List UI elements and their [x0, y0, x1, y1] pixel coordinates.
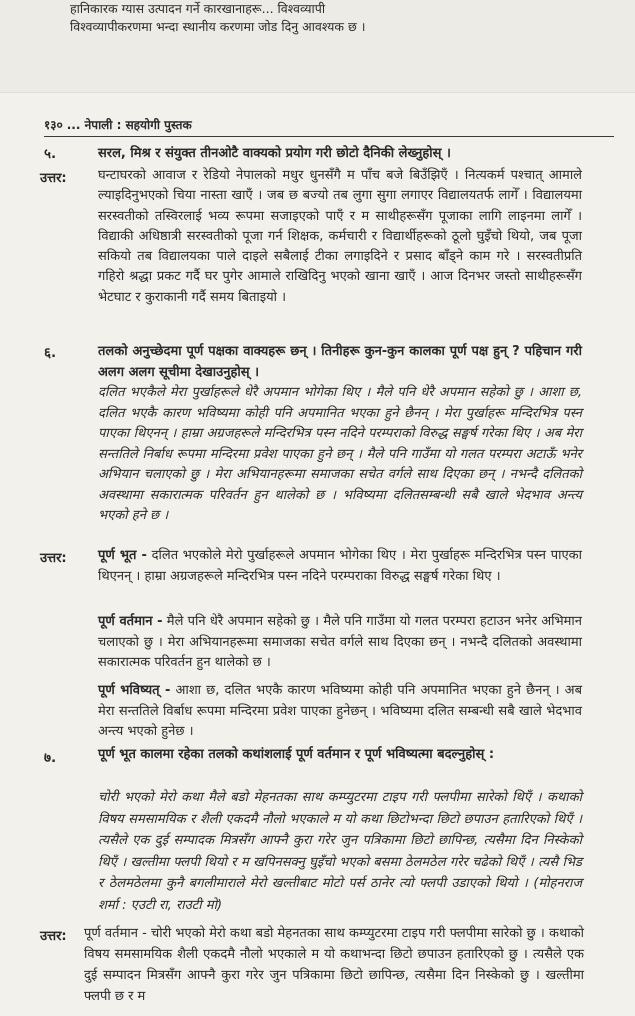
question-6-text: तलको अनुच्छेदमा पूर्ण पक्षका वाक्यहरू छन् । तिनीहरू कुन-कुन कालका पूर्ण पक्ष हुन् ? पहिचान गरी अलग अलग सूचीमा देखाउनुहोस् । [98, 344, 582, 380]
page-header [44, 116, 614, 137]
previous-page-strip [0, 0, 635, 93]
question-5-answer-label: उत्तर: [40, 171, 67, 186]
q7-answer-text: चोरी भएको मेरो कथा बडो मेहनतका साथ कम्प्युटरमा टाइप गरी फ्लपीमा सारेको छु । कथाको विषय समसामयिक शैली एकदमै नौलो भएकाले म यो कथाभन्दा छिटो छपाउन हतारिएको छु । त्यसैले एक दुई सम्पादन मित्रसँग आफ्नै कुरा गरेर जुन पत्रिकामा छिटो छापिन्छ, त्यसैमा दिन निस्केको छु । खल्तीमा फ्लपी छ र म [84, 926, 584, 1004]
question-6-number: ६. [44, 345, 57, 361]
answer-present-perfect [98, 612, 582, 674]
present-perfect-label: पूर्ण वर्तमान - [98, 614, 163, 629]
question-7-passage: चोरी भएको मेरो कथा मैले बडो मेहनतका साथ कम्प्युटरमा टाइप गरी फ्लपीमा सारेको थिएँ । कथाको विषय समसामयिक र शैली एकदमै नौलो भएकाले म यो कथा छिटोभन्दा छिटो छपाउन हतारिएको थिएँ । त्यसैले एक दुई सम्पादक मित्रसँग आफ्नै कुरा गरेर जुन पत्रिकामा छिटो छापिन्छ, त्यसैमा दिन निस्केको थिएँ । खल्तीमा फ्लपी थियो र म खपिनसक्नु घुइँचो भएको बसमा ठेलमठेल गरेर चढेको थिएँ । त्यसै भिड र ठेलमठेलमा कुनै बगलीमाराले मेरो खल्तीबाट मोटो पर्स ठानेर त्यो फ्लपी उडाएको थियो । (मोहनराज शर्मा : एउटी रा, राउटी मो) [98, 790, 582, 913]
present-perfect-text: मैले पनि धेरै अपमान सहेको छु । मैले पनि गाउँमा यो गलत परम्परा हटाउन भनेर अभिमान चलाएको छु । मेरा अभियानहरूमा समाजका सचेत वर्गले साथ दिएका छन् । नभन्दै दलितको अवस्थामा सकारात्मक परिवर्तन हुन थालेको छ । [98, 614, 582, 670]
book-title: ... नेपाली : सहयोगी पुस्तक [66, 118, 192, 132]
answer-future-perfect [98, 681, 582, 743]
future-perfect-label: पूर्ण भविष्यत् - [98, 683, 171, 698]
question-7-text: पूर्ण भूत कालमा रहेका तलको कथांशलाई पूर्ण वर्तमान र पूर्ण भविष्यत्मा बदल्नुहोस् : [98, 747, 495, 762]
answer-past-perfect [98, 546, 582, 587]
question-6-passage: दलित भएकैले मेरा पुर्खाहरूले धेरै अपमान भोगेका थिए । मैले पनि धेरै अपमान सहेको छु । आशा छ, दलित भएकै कारण भविष्यमा कोही पनि अपमानित भएका हुने छैनन् । मेरा पुर्खाहरू मन्दिरभित्र पस्न पाएका थिएनन् । हाम्रा अग्रजहरूले मन्दिरभित्र पस्न नदिने परम्पराको विरुद्ध सङ्घर्ष गरेका थिए । अब मेरा सन्ततिले निर्बाध रूपमा मन्दिरमा प्रवेश पाएका हुने छन् । मैले पनि गाउँमा यो गलत परम्परा अटाऊँ भनेर अभियान चलाएको छु । मेरा अभियानहरूमा समाजका सचेत वर्गले साथ दिएका छन् । नभन्दै दलितको अवस्थामा सकारात्मक परिवर्तन हुन थालेको छ । भविष्यमा दलितसम्बन्धी सबै खाले भेदभाव अन्त्य भएको हने छ । [98, 385, 582, 523]
past-perfect-text: दलित भएकोले मेरो पुर्खाहरूले अपमान भोगेका थिए । मेरा पुर्खाहरू मन्दिरभित्र पस्न पाएका थिएनन् । हाम्रा अग्रजहरूले मन्दिरभित्र पस्न नदिने परम्पराका विरुद्ध सङ्घर्ष गरेका थिए । [98, 548, 582, 584]
question-7-answer-label: उत्तर: [40, 929, 67, 944]
question-5-text: सरल, मिश्र र संयुक्त तीनओटै वाक्यको प्रयोग गरी छोटो दैनिकी लेख्नुहोस् । [98, 146, 451, 161]
question-5-number: ५. [44, 146, 57, 162]
page-number: १३० [44, 118, 63, 132]
question-7-number: ७. [44, 750, 57, 766]
question-7-answer [84, 923, 584, 1007]
question-6-answer-label: उत्तर: [40, 551, 67, 566]
past-perfect-label: पूर्ण भूत - [98, 548, 147, 563]
question-5-answer: घन्टाघरको आवाज र रेडियो नेपालको मधुर धुनसँगै म पाँच बजे बिउँझिएँ । नित्यकर्म पश्चात् आमाले ल्याइदिनुभएको चिया नास्ता खाएँ । जब छ बज्यो तब लुगा सुगा लगाएर विद्यालयतर्फ लागेँ । विद्यालयमा सरस्वतीको तस्विरलाई भव्य रूपमा सजाइएको पाएँ र म साथीहरूसँग पूजाका लागि लाइनमा लागेँ । विद्याकी अधिष्ठात्री सरस्वतीको पूजा गर्न शिक्षक, कर्मचारी र विद्यार्थीहरूको ठूलो घुइँचो थियो, जब पूजा सकियो तब विद्यालयका पाले दाइले सबैलाई टीका लगाइदिने र प्रसाद बाँड्ने काम गरे । सरस्वतीप्रति गहिरो श्रद्धा प्रकट गर्दै घर पुगेर आमाले राखिदिनु भएको खाना खाएँ । आज दिनभर जस्तो साथीहरूसँग भेटघाट र कुराकानी गर्दै समय बिताइयो । [98, 168, 582, 305]
q7-answer-tense-label: पूर्ण वर्तमान - [84, 926, 147, 941]
future-perfect-text: आशा छ, दलित भएकै कारण भविष्यमा कोही पनि अपमानित भएका हुने छैनन् । अब मेरा सन्ततिले विर्बाध रूपमा मन्दिरमा प्रवेश पाएका हुनेछन् । भविष्यमा दलित सम्बन्धी सबै खाले भेदभाव अन्त्य भएको हुनेछ । [98, 683, 582, 739]
previous-page-line-2: विश्वव्यापीकरणमा भन्दा स्थानीय करणमा जोड दिनु आवश्यक छ । [70, 19, 366, 34]
previous-page-line-1: हानिकारक ग्यास उत्पादन गर्ने कारखानाहरू... विश्वव्यापी [70, 1, 326, 16]
